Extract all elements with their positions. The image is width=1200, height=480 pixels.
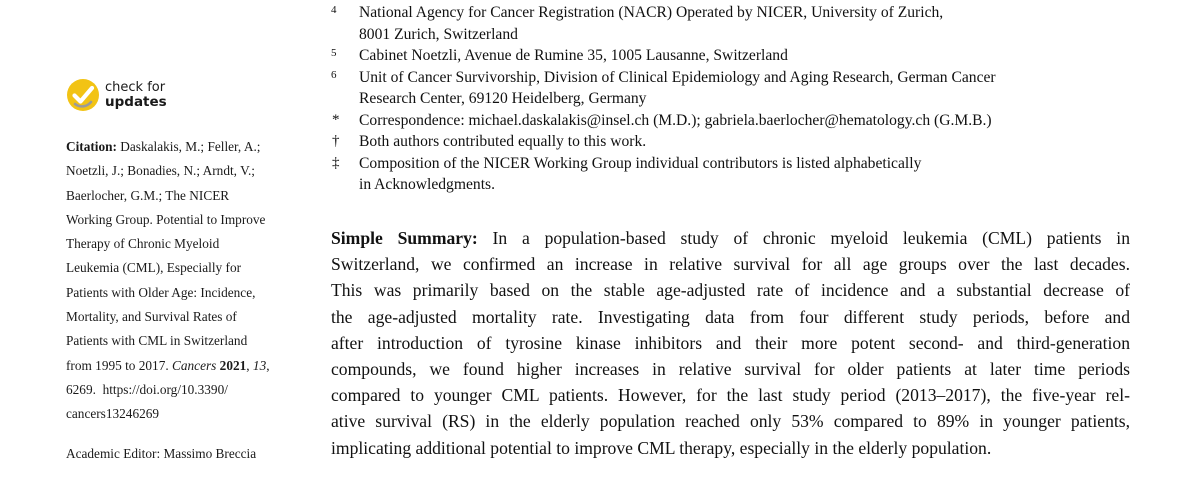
affiliation-marker: † [332,133,340,149]
affiliation-marker: * [332,111,340,128]
affiliation-item [331,2,1171,45]
summary-line: compounds, we found higher increases in relative survival for older patients at later time periods [331,359,1130,380]
citation-block: Citation: Daskalakis, M.; Feller, A.; Noetzli, J.; Bonadies, N.; Arndt, V.; Baerlocher, G.M.; The NICER Working Group. Potential to Improve Therapy of Chronic Myeloid Leukemia (CML), Especially for Patients with Older Age: Incidence, Mortality, and Survival Rates of Patients with CML in Switzerland from 1995 to 2017. Cancers 2021, 13, 6269. https://doi.org/10.3390/ cancers13246269 [66,139,270,422]
citation-line: Baerlocher, G.M.; The NICER [66,187,230,203]
affiliation-marker: 4 [331,4,337,16]
summary-line: the age-adjusted mortality rate. Investigating data from four different study periods, before and [331,306,1130,327]
affiliations-list [331,2,1171,196]
academic-editor: Academic Editor: Massimo Breccia [66,446,257,461]
citation-label: Citation: [66,139,117,154]
citation-line: Therapy of Chronic Myeloid [66,236,220,252]
summary-line: In a population-based study of chronic myeloid leukemia (CML) patients in [492,228,1130,248]
affiliation-item [331,45,1171,67]
affiliation-marker: 5 [331,47,337,59]
correspondence-line[interactable]: Correspondence: michael.daskalakis@insel.ch (M.D.); gabriela.baerlocher@hematology.ch (G.M.B.) [359,111,992,129]
affiliation-line: Unit of Cancer Survivorship, Division of Clinical Epidemiology and Aging Research, German Cancer [359,68,996,86]
summary-line: after introduction of tyrosine kinase inhibitors and their more potent second- and third-generation [331,332,1130,353]
footnote-line: Both authors contributed equally to this work. [359,133,647,150]
affiliation-line: 8001 Zurich, Switzerland [359,25,518,43]
affiliation-marker: ‡ [332,154,340,171]
citation-year: 2021 [219,357,247,373]
check-line1: check for [105,80,166,95]
summary-line: ative survival (RS) in the elderly population reached only 53% compared to 89% in younger patients, [331,411,1130,432]
citation-doi-link[interactable]: https://doi.org/10.3390/ [102,381,228,397]
affiliation-line: Cabinet Noetzli, Avenue de Rumine 35, 1005 Lausanne, Switzerland [359,47,788,64]
footnote-line: in Acknowledgments. [359,176,495,193]
citation-pages: 6269. [66,381,96,397]
summary-line-first [331,225,1130,251]
affiliation-marker: 6 [331,68,337,81]
citation-line: Patients with Older Age: Incidence, [66,284,256,300]
check-for-updates-badge[interactable] [66,78,167,112]
checkmark-circle-icon [66,78,100,112]
citation-volume: 13 [252,357,267,373]
footnote-item [331,153,1171,196]
citation-line: from 1995 to 2017. [66,357,169,373]
check-for-updates-label [105,80,167,110]
check-line2: updates [105,94,167,110]
affiliation-line: Research Center, 69120 Heidelberg, Germany [359,90,647,107]
footnote-line: Composition of the NICER Working Group individual contributors is listed alphabetically [359,154,922,172]
citation-line: Mortality, and Survival Rates of [66,309,237,325]
citation-line: Noetzli, J.; Bonadies, N.; Arndt, V.; [66,163,255,179]
citation-journal: Cancers [172,357,217,373]
footnote-item [331,131,1171,153]
affiliation-item [331,67,1171,110]
citation-doi-link-cont[interactable]: cancers13246269 [66,406,160,422]
summary-line: This was primarily based on the stable age-adjusted rate of incidence and a substantial decrease of [331,280,1130,301]
summary-label: Simple Summary: [331,228,478,248]
simple-summary [331,225,1130,461]
affiliation-line: National Agency for Cancer Registration (NACR) Operated by NICER, University of Zurich, [359,4,944,21]
summary-line: Switzerland, we confirmed an increase in relative survival for all age groups over the last decades. [331,254,1130,275]
correspondence-item [331,110,1171,132]
summary-line: compared to younger CML patients. However, for the last study period (2013–2017), the five-year rel- [331,385,1130,406]
citation-line: Patients with CML in Switzerland [66,333,248,349]
summary-line: implicating additional potential to improve CML therapy, especially in the elderly population. [331,437,992,458]
citation-line: Working Group. Potential to Improve [66,211,266,227]
citation-line: Daskalakis, M.; Feller, A.; [120,139,261,154]
citation-line: Leukemia (CML), Especially for [66,260,242,276]
